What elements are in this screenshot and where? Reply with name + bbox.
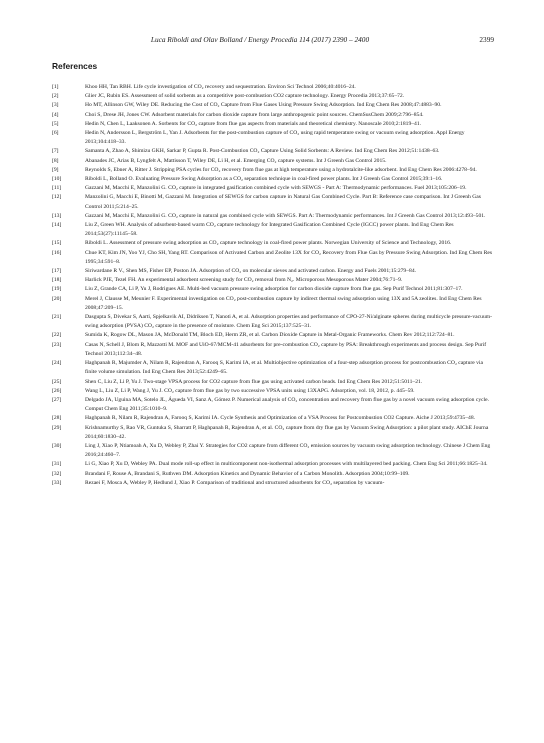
reference-number: [19] xyxy=(52,286,62,293)
reference-number: [26] xyxy=(52,387,62,394)
reference-text: Ling J, Xiao P, Ntiamoah A, Xu D, Webley P, Zhai Y. Strategies for CO2 capture from different CO₂ emission sources by vacuum swing adsorption technology. Chinese J Chem Eng 2016;24:460–7. xyxy=(85,442,491,459)
reference-text: Dasgupta S, Divekar S, Aarti, Spjelkavik AI, Didriksen T, Nanoti A, et al. Adsorption properties and performance of CPO-27-Ni/alginate spheres during multicycle pressure-vacuum-swing adsorption (PVSA) CO₂ capture in the presence of moisture. Chem Eng Sci 2015;137:525–31. xyxy=(85,314,492,330)
reference-item xyxy=(52,276,494,285)
reference-number: [7] xyxy=(52,148,59,155)
reference-item xyxy=(52,267,494,276)
reference-item xyxy=(52,470,494,479)
section-title: References xyxy=(52,61,98,71)
reference-text: Manzolini G, Macchi E, Binotti M, Gazzani M. Integration of SEWGS for carbon capture in Natural Gas Combined Cycle. Part B: Reference case comparison. Int J Greenh Gas Control 2011;5:214–25. xyxy=(85,194,481,210)
reference-number: [15] xyxy=(52,240,62,247)
reference-number: [13] xyxy=(52,212,62,219)
reference-text: Li G, Xiao P, Xu D, Webley PA. Dual mode roll-up effect in multicomponent non-isothermal adsorption processes with multilayered bed packing. Chem Eng Sci 2011;66:1825–34. xyxy=(85,461,488,468)
running-head: Luca Riboldi and Olav Bolland / Energy Procedia 114 (2017) 2390 – 2400 xyxy=(150,35,370,44)
reference-item xyxy=(52,285,494,294)
reference-number: [4] xyxy=(52,111,59,118)
reference-text: Gazzani M, Macchi E, Manzolini G. CO₂ capture in integrated gasification combined cycle with SEWGS - Part A: Thermodynamic performances. Fuel 2013;105:206–19. xyxy=(85,185,467,192)
page-header xyxy=(58,34,494,46)
reference-item xyxy=(52,442,494,460)
reference-number: [16] xyxy=(52,249,62,256)
reference-number: [1] xyxy=(52,84,59,90)
reference-number: [6] xyxy=(52,130,59,137)
reference-item xyxy=(52,460,494,469)
reference-text: Haghpanah R, Majumder A, Nilam R, Rajendran A, Farooq S, Karimi IA, et al. Multiobjective optimization of a four-step adsorption process for postcombustion CO₂ capture via finite volume simulation. Ind Eng Chem Res 2013;52:4249–65. xyxy=(85,360,483,376)
reference-item xyxy=(52,424,494,442)
reference-number: [24] xyxy=(52,360,62,367)
reference-number: [11] xyxy=(52,185,62,192)
reference-item xyxy=(52,396,494,414)
reference-text: Riboldi L, Bolland O. Evaluating Pressure Swing Adsorption as a CO₂ separation technique in coal-fired power plants. Int J Greenh Gas Control 2015;39:1–16. xyxy=(85,176,443,183)
reference-item xyxy=(52,166,494,175)
reference-item xyxy=(52,92,494,101)
reference-item xyxy=(52,83,494,92)
reference-number: [9] xyxy=(52,166,59,173)
reference-number: [23] xyxy=(52,341,62,348)
reference-text: Samanta A, Zhao A, Shimizu GKH, Sarkar P, Gupta R. Post-Combustion CO₂ Capture Using Solid Sorbents: A Review. Ind Eng Chem Res 2012;51:1438–63. xyxy=(85,148,440,155)
reference-item xyxy=(52,212,494,221)
reference-number: [5] xyxy=(52,120,59,127)
reference-number: [18] xyxy=(52,277,62,284)
reference-item xyxy=(52,295,494,313)
reference-item xyxy=(52,331,494,340)
reference-text: Delgado JA, Uguina MA, Sotelo JL, Águeda VI, Sanz A, Gómez P. Numerical analysis of CO₂ concentration and recovery from flue gas by a novel vacuum swing adsorption cycle. Comput Chem Eng 2011;35:1010–9. xyxy=(85,396,490,413)
reference-text: Riboldi L. Assessment of pressure swing adsorption as CO₂ capture technology in coal-fired power plants. Norwegian University of Science and Technology, 2016. xyxy=(85,240,452,247)
reference-item xyxy=(52,479,494,488)
reference-number: [21] xyxy=(52,314,62,321)
reference-text: Chue KT, Kim JN, Yoo YJ, Cho SH, Yang RT. Comparison of Activated Carbon and Zeolite 13X for CO₂ Recovery from Flue Gas by Pressure Swing Adsorption. Ind Eng Chem Res 1995;34:591–8. xyxy=(85,249,493,265)
reference-item xyxy=(52,341,494,359)
reference-text: Haghpanah R, Nilam R, Rajendran A, Farooq S, Karimi IA. Cycle Synthesis and Optimization of a VSA Process for Postcombustion CO2 Capture. Aiche J 2013;59:4735–48. xyxy=(85,415,476,422)
reference-number: [33] xyxy=(52,479,62,486)
reference-text: Hedin N, Andersson L, Bergström L, Yan J. Adsorbents for the post-combustion capture of CO₂ using rapid temperature swing or vacuum swing adsorption. Appl Energy 2013;104:418–33. xyxy=(85,130,465,146)
reference-number: [30] xyxy=(52,442,62,449)
reference-item xyxy=(52,193,494,211)
reference-item xyxy=(52,120,494,129)
reference-text: Hedin N, Chen L, Laaksonen A. Sorbents for CO₂ capture from flue gas aspects from materials and theoretical chemistry. Nanoscale 2010;2:1819–41. xyxy=(85,120,422,127)
reference-text: Casas N, Schell J, Blom R, Mazzotti M. MOF and UiO-67/MCM-41 adsorbents for pre-combustion CO₂ capture by PSA: Breakthrough experiments and process design. Sep Purif Technol 2013;112:34–48. xyxy=(85,341,487,357)
reference-item xyxy=(52,129,494,147)
reference-text: Shen C, Liu Z, Li P, Yu J. Two-stage VPSA process for CO2 capture from flue gas using activated carbon beads. Ind Eng Chem Res 2012;51:5011–21. xyxy=(85,378,423,385)
reference-number: [22] xyxy=(52,332,62,339)
reference-text: Krishnamurthy S, Rao VR, Guntuka S, Sharratt P, Haghpanah R, Rajendran A, et al. CO₂ capture from dry flue gas by Vacuum Swing Adsorption: a pilot plant study. AIChE Journa 2014;60:1830–42. xyxy=(85,424,489,440)
reference-text: Choi S, Drese JH, Jones CW. Adsorbent materials for carbon dioxide capture from large anthropogenic point sources. ChemSusChem 2009;2:796–854. xyxy=(85,111,424,118)
reference-number: [2] xyxy=(52,93,59,100)
reference-text: Ho MT, Allinson GW, Wiley DE. Reducing the Cost of CO₂ Capture from Flue Gases Using Pressure Swing Adsorption. Ind Eng Chem Res 2008;47:4883–90. xyxy=(85,102,442,109)
reference-text: Liu Z, Green WH. Analysis of adsorbent-based warm CO₂ capture technology for Integrated Gasification Combined Cycle (IGCC) power plants. Ind Eng Chem Res 2014;53(27):11145–58. xyxy=(85,222,454,238)
reference-text: Brandani F, Rouse A, Brandani S, Ruthven DM. Adsorption Kinetics and Dynamic Behavior of a Carbon Monolith. Adsorption 2004;10:99–109. xyxy=(85,470,410,477)
reference-number: [12] xyxy=(52,194,62,201)
reference-number: [32] xyxy=(52,470,62,477)
reference-number: [29] xyxy=(52,424,62,431)
reference-text: Abanades JC, Arias B, Lyngfelt A, Mattisson T, Wiley DE, Li H, et al. Emerging CO₂ capture systems. Int J Greenh Gas Control 2015. xyxy=(85,157,387,164)
reference-item xyxy=(52,359,494,377)
reference-text: Liu Z, Grande CA, Li P, Yu J, Rodrigues AE. Multi-bed vacuum pressure swing adsorption for carbon dioxide capture from flue gas. Sep Purif Technol 2011;81:307–17. xyxy=(85,286,463,293)
reference-text: Gazzani M, Macchi E, Manzolini G. CO₂ capture in natural gas combined cycle with SEWGS. Part A: Thermodynamic performances. Int J Greenh Gas Control 2013;12:493–501. xyxy=(85,212,486,219)
reference-item xyxy=(52,175,494,184)
reference-number: [20] xyxy=(52,295,62,302)
reference-item xyxy=(52,239,494,248)
reference-item xyxy=(52,387,494,396)
reference-text: Rezaei F, Mosca A, Webley P, Hedlund J, Xiao P. Comparison of traditional and structured adsorbents for CO₂ separation by vacuum- xyxy=(85,479,385,486)
reference-text: Sumida K, Rogow DL, Mason JA, McDonald TM, Bloch ED, Herm ZR, et al. Carbon Dioxide Capture in Metal-Organic Frameworks. Chem Rev 2012;112:724–81. xyxy=(85,332,455,339)
reference-number: [17] xyxy=(52,268,62,275)
reference-text: Harlick PJE, Tezel FH. An experimental adsorbent screening study for CO₂ removal from N₂. Microporous Mesoporous Mater 2004;76:71–9. xyxy=(85,277,403,284)
reference-item xyxy=(52,249,494,267)
reference-item xyxy=(52,157,494,166)
reference-item xyxy=(52,111,494,120)
reference-text: Siriwardane R V., Shen MS, Fisher EP, Poston JA. Adsorption of CO₂ on molecular sieves and activated carbon. Energy and Fuels 2001;15:279–84. xyxy=(85,268,417,275)
reference-item xyxy=(52,313,494,331)
reference-item xyxy=(52,184,494,193)
reference-list xyxy=(52,83,494,488)
reference-item xyxy=(52,147,494,156)
reference-number: [25] xyxy=(52,378,62,385)
reference-item xyxy=(52,101,494,110)
reference-text: Khoo HH, Tan RBH. Life cycle investigation of CO₂ recovery and sequestration. Environ Sci Technol 2006;40:4016–24. xyxy=(85,84,356,90)
reference-text: Wang L, Liu Z, Li P, Wang J, Yu J. CO₂ capture from flue gas by two successive VPSA units using 13XAPG. Adsorption, vol. 18, 2012, p. 445–59. xyxy=(85,387,415,394)
reference-number: [8] xyxy=(52,157,59,164)
reference-item xyxy=(52,378,494,387)
reference-number: [14] xyxy=(52,222,62,229)
reference-text: Glier JC, Rubin ES. Assessment of solid sorbents as a competitive post-combustion CO2 capture technology. Energy Procedia 2013;37:65–72. xyxy=(85,93,405,100)
reference-text: Reynolds S, Ebner A, Ritter J. Stripping PSA cycles for CO₂ recovery from flue gas at high temperature using a hydrotalcite-like adsorbent. Ind Eng Chem Res 2006:4278–94. xyxy=(85,166,477,173)
reference-number: [27] xyxy=(52,396,62,403)
reference-number: [10] xyxy=(52,176,62,183)
reference-item xyxy=(52,221,494,239)
reference-number: [28] xyxy=(52,415,62,422)
reference-text: Merel J, Clausse M, Meunier F. Experimental investigation on CO₂ post-combustion capture by indirect thermal swing adsorption using 13X and 5A zeolites. Ind Eng Chem Res 2008;47:209–15. xyxy=(85,295,482,311)
reference-number: [31] xyxy=(52,461,62,468)
page-number: 2399 xyxy=(479,35,494,44)
reference-number: [3] xyxy=(52,102,59,109)
reference-item xyxy=(52,414,494,423)
